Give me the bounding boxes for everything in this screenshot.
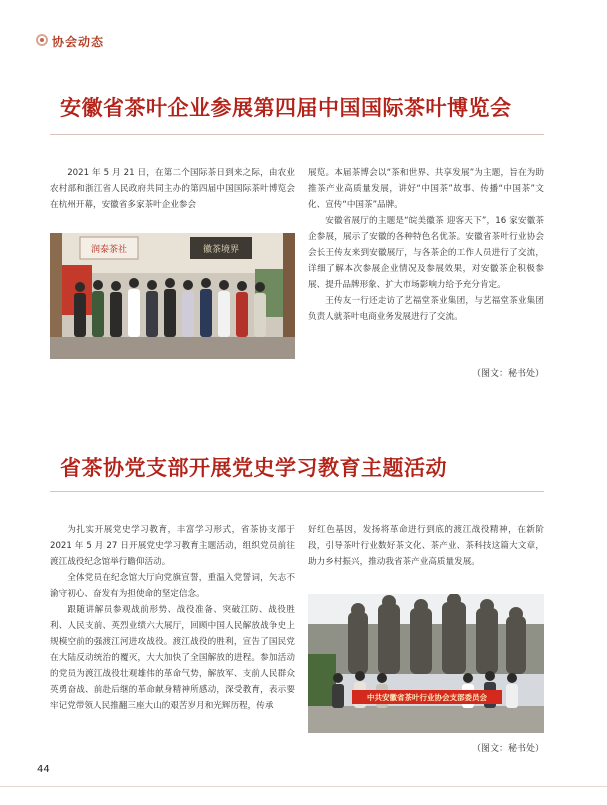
article2-credit: （图文：秘书处） bbox=[472, 744, 545, 754]
article1-credit: （图文：秘书处） bbox=[472, 369, 545, 379]
article1-left-text bbox=[50, 165, 295, 213]
article1-left-paragraph: 2021 年 5 月 21 日，在第二个国际茶日到来之际，由农业农村部和浙江省人民政府共同主办的第四届中国国际茶叶博览会在杭州开幕，安徽省多家茶叶企业参会 bbox=[50, 168, 295, 210]
article2-left-paragraph-2: 全体党员在纪念馆大厅向党旗宣誓，重温入党誓词，矢志不渝守初心、奋发有为担使命的坚定信念。 bbox=[50, 573, 295, 599]
tea-expo-group-photo bbox=[50, 233, 295, 359]
article1-right-paragraph-3: 王传友一行还走访了艺福堂茶业集团，与艺福堂茶业集团负责人就茶叶电商业务发展进行了交流。 bbox=[308, 296, 544, 322]
article2-left-paragraph-1: 为扎实开展党史学习教育，丰富学习形式，省茶协支部于 2021 年 5 月 27 日开展党史学习教育主题活动，组织党员前往渡江战役纪念馆举行瞻仰活动。 bbox=[50, 525, 295, 567]
article1-right-paragraph-1: 展览。本届茶博会以“茶和世界、共享发展”为主题，旨在为助推茶产业高质量发展，讲好“中国茶”故事、传播“中国茶”文化、宣传“中国茶”品牌。 bbox=[308, 168, 544, 210]
photo-sign-2: 徽茶境界 bbox=[202, 245, 240, 255]
article2-left-text bbox=[50, 522, 295, 714]
page-number: 44 bbox=[37, 764, 50, 775]
article1-title-rule bbox=[50, 134, 544, 135]
photo-sign-1: 润泰茶社 bbox=[90, 245, 128, 255]
article2-left-paragraph-3: 跟随讲解员参观战前形势、战役准备、突破江防、战役胜利、人民支前、英烈业绩六大展厅，回顾中国人民解放战争史上规模空前的强渡江河进攻战役。渡江战役的胜利，宣告了国民党在大陆反动统治的覆灭，大大加快了全国解放的进程。参加活动的党员为渡江战役壮观雄伟的革命气势，解放军、支前人民群众英勇奋战、前赴后继的革命献身精神所感动，深受教育，表示要牢记党带领人民推翻三座大山的艰苦岁月和光辉历程，传承 bbox=[50, 605, 295, 711]
article2-photo bbox=[308, 594, 544, 733]
article1-right-paragraph-2: 安徽省展厅的主题是“皖美徽茶 迎客天下”，16 家安徽茶企参展，展示了安徽的各种特色名优茶。安徽省茶叶行业协会会长王传友来到安徽展厅，与各茶企的工作人员进行了交流，详细了解本次参展企业情况及参展效果，对安徽茶企积极参展、提升品牌形象、扩大市场影响力给予充分肯定。 bbox=[308, 216, 544, 290]
article2-right-paragraph: 好红色基因，发扬将革命进行到底的渡江战役精神，在新阶段，引导茶叶行业数好茶文化、茶产业、茶科技这篇大文章，助力乡村振兴，推动我省茶产业高质量发展。 bbox=[308, 525, 544, 567]
memorial-group-photo bbox=[308, 594, 544, 733]
article1-photo bbox=[50, 233, 295, 359]
article1-right-text bbox=[308, 165, 544, 325]
article2-title-rule bbox=[50, 491, 544, 492]
section-label: 协会动态 bbox=[52, 35, 105, 49]
section-bullet-icon bbox=[36, 34, 48, 46]
article1-title: 安徽省茶叶企业参展第四届中国国际茶叶博览会 bbox=[60, 95, 512, 120]
footer-rule bbox=[0, 786, 607, 787]
article2-right-text bbox=[308, 522, 544, 570]
party-banner-text: 中共安徽省茶叶行业协会支部委员会 bbox=[367, 693, 487, 702]
article2-title: 省茶协党支部开展党史学习教育主题活动 bbox=[60, 455, 447, 480]
